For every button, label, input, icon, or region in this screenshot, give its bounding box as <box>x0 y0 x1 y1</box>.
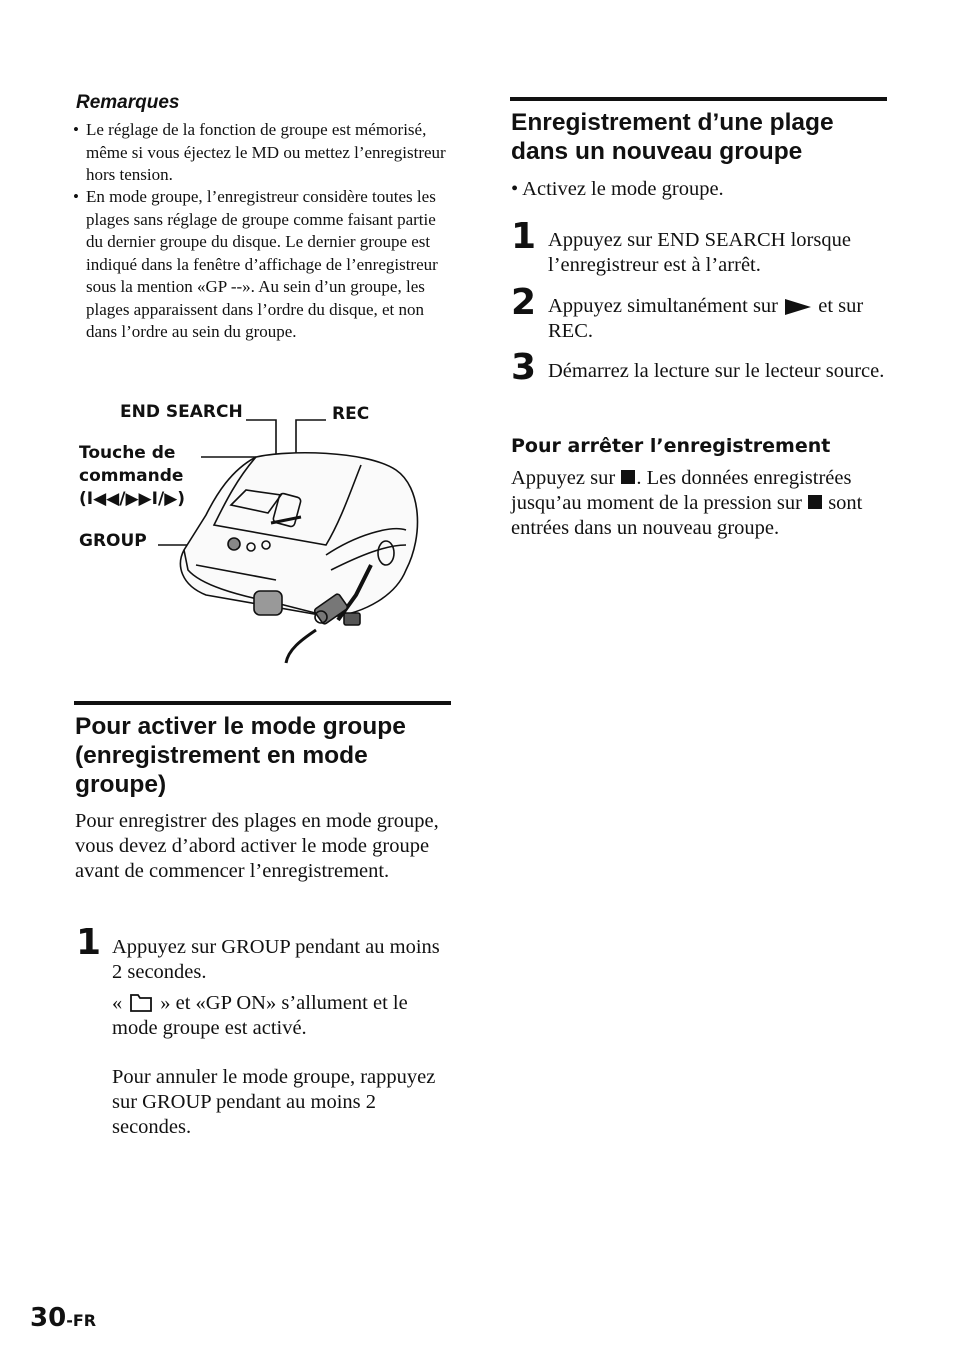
play-icon <box>785 299 811 315</box>
step-text: Démarrez la lecture sur le lecteur source. <box>548 360 885 382</box>
step-text-after: et sur REC. <box>548 295 864 342</box>
touche-label-line3 <box>79 488 185 511</box>
section-rule <box>74 701 451 705</box>
note-item <box>73 186 456 344</box>
paren-open: ( <box>79 489 87 509</box>
stop-text-1: Appuyez sur <box>511 467 616 489</box>
step-result <box>112 991 457 1041</box>
step-text: Appuyez sur GROUP pendant au moins 2 secondes. <box>112 936 440 983</box>
step-number: 2 <box>511 282 537 323</box>
cancel-text: Pour annuler le mode groupe, rappuyez sur GROUP pendant au moins 2 secondes. <box>112 1066 436 1138</box>
touche-label-line1: Touche de <box>79 443 176 463</box>
section-rule <box>510 97 887 101</box>
remarques-title: Remarques <box>76 92 180 113</box>
bullet: • <box>73 187 79 206</box>
prerequisite-item: • Activez le mode groupe. <box>511 178 724 200</box>
step-number: 3 <box>511 347 537 388</box>
end-search-label: END SEARCH <box>120 402 243 422</box>
result-text: » et «GP ON» s’allument et le mode groupe est activé. <box>112 992 408 1039</box>
stop-instructions <box>511 466 891 541</box>
step-text: Appuyez sur END SEARCH lorsque l’enregistreur est à l’arrêt. <box>548 229 851 276</box>
group-label: GROUP <box>79 531 147 551</box>
page-suffix: -FR <box>66 1311 97 1330</box>
slash: / <box>157 489 165 509</box>
step-number: 1 <box>511 216 537 257</box>
slash: / <box>119 489 126 509</box>
next-icon: ▶▶I <box>125 489 158 509</box>
stop-icon <box>621 470 635 484</box>
step-number: 1 <box>76 922 102 963</box>
recorder-illustration <box>76 395 456 670</box>
rec-label: REC <box>332 404 370 424</box>
previous-icon: I◀◀ <box>86 489 120 509</box>
touche-label-line2: commande <box>79 466 184 486</box>
quote-open: « <box>112 992 123 1014</box>
paren-close: ) <box>177 489 186 509</box>
section-heading: Pour activer le mode groupe (enregistrement en mode groupe) <box>75 713 406 798</box>
page-number-value: 30 <box>30 1303 67 1333</box>
step-text-before: Appuyez simultanément sur <box>548 295 779 317</box>
stop-text-2: . Les données enregistrées jusqu’au moment de la pression sur <box>511 467 852 514</box>
note-item <box>73 119 456 187</box>
folder-icon <box>130 994 152 1012</box>
bullet: • <box>73 120 79 139</box>
page-number <box>30 1303 96 1333</box>
stop-text-3: sont entrées dans un nouveau groupe. <box>511 492 863 539</box>
section-heading: Enregistrement d’une plage dans un nouveau groupe <box>511 109 834 165</box>
stop-icon <box>808 495 822 509</box>
step-text <box>548 294 888 344</box>
note-text: En mode groupe, l’enregistreur considère toutes les plages sans réglage de groupe comme faisant partie du dernier groupe du disque. Le dernier groupe est indiqué dans la fenêtre d’affichage de l’enregistreur sous la mention «GP --». Au sein d’un groupe, les plages apparaissent dans l’ordre du disque, et non dans l’ordre au sein du groupe. <box>86 187 438 341</box>
play-icon: ▶ <box>164 489 178 509</box>
section-intro: Pour enregistrer des plages en mode groupe, vous devez d’abord activer le mode groupe avant de commencer l’enregistrement. <box>75 810 439 882</box>
note-text: Le réglage de la fonction de groupe est mémorisé, même si vous éjectez le MD ou mettez l’enregistreur hors tension. <box>86 120 446 184</box>
subsection-heading: Pour arrêter l’enregistrement <box>511 435 831 457</box>
